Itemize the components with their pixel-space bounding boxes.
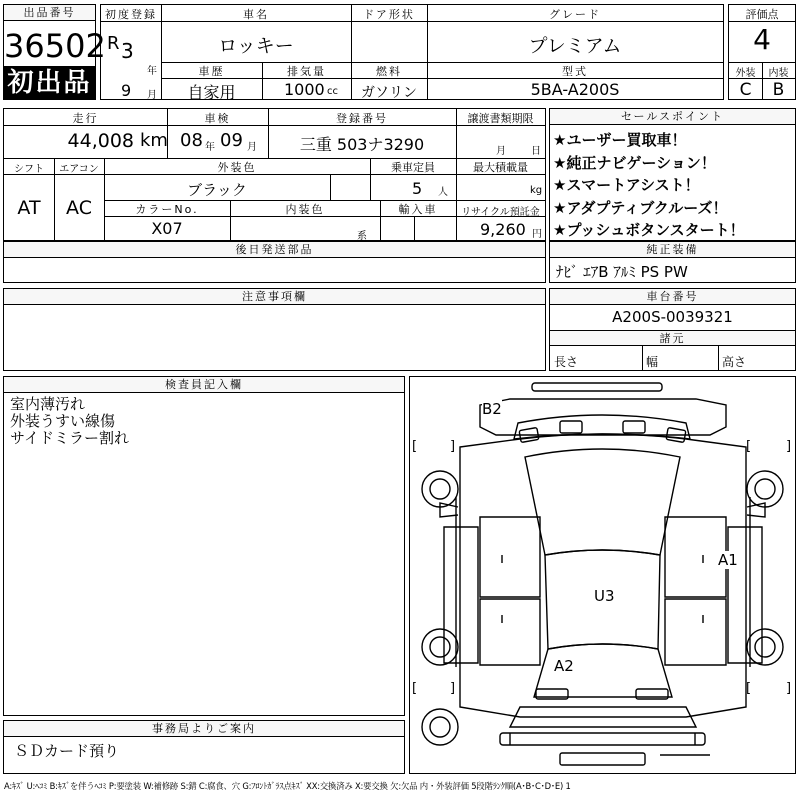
dims-width: 幅 bbox=[646, 355, 659, 369]
sales-box bbox=[549, 108, 796, 241]
max-load-unit: kg bbox=[530, 185, 543, 196]
bracket: ] bbox=[450, 681, 456, 696]
mileage-label: 走行 bbox=[72, 112, 99, 125]
sales-list bbox=[553, 129, 795, 242]
model-label: 型式 bbox=[562, 65, 588, 78]
fuel-value: ガソリン bbox=[361, 85, 417, 101]
notes-label: 注意事項欄 bbox=[4, 289, 545, 305]
dims-height: 高さ bbox=[722, 355, 747, 369]
capacity-value: 5 bbox=[412, 179, 423, 198]
later-parts-box bbox=[3, 241, 546, 283]
bracket: ] bbox=[450, 439, 456, 454]
transfer-day-unit: 日 bbox=[531, 146, 541, 157]
car-diagram-svg bbox=[410, 377, 795, 773]
damage-mark-u3: U3 bbox=[594, 587, 615, 605]
chassis-value: A200S-0039321 bbox=[612, 308, 733, 326]
interior-color-label: 内装色 bbox=[285, 203, 325, 216]
chassis-box bbox=[549, 288, 796, 371]
car-name-label: 車名 bbox=[243, 8, 269, 21]
inspector-label: 検査員記入欄 bbox=[4, 377, 404, 393]
mileage-value: 44,008 bbox=[67, 130, 134, 152]
inspector-line: 外装うすい線傷 bbox=[10, 412, 116, 430]
grade-value: プレミアム bbox=[528, 35, 622, 57]
bracket: [ bbox=[412, 439, 418, 454]
first-listing-badge: 初出品 bbox=[3, 66, 96, 100]
exterior-color-value: ブラック bbox=[187, 181, 247, 199]
lot-number: 36502 bbox=[4, 27, 106, 65]
bracket: [ bbox=[412, 681, 418, 696]
genuine-box bbox=[549, 241, 796, 283]
capacity-label: 乗車定員 bbox=[391, 161, 435, 174]
damage-mark-a1: A1 bbox=[718, 551, 738, 569]
exterior-color-label: 外装色 bbox=[217, 161, 257, 174]
model-value: 5BA-A200S bbox=[530, 80, 620, 99]
first-reg-year-unit: 年 bbox=[147, 66, 157, 77]
bracket: [ bbox=[746, 681, 752, 696]
office-label: 事務局よりご案内 bbox=[4, 721, 404, 737]
inspection-year-unit: 年 bbox=[205, 142, 215, 153]
sales-item: ★スマートアシスト！ bbox=[553, 176, 700, 194]
score-label: 評価点 bbox=[745, 8, 779, 21]
shift-value: AT bbox=[17, 197, 41, 219]
inspector-notes bbox=[10, 396, 129, 447]
bracket: ] bbox=[786, 681, 792, 696]
color-no-value: X07 bbox=[151, 219, 183, 238]
recycle-unit: 円 bbox=[532, 229, 542, 240]
sales-label: セールスポイント bbox=[550, 109, 795, 125]
genuine-value: ﾅﾋﾞ ｴｱB ｱﾙﾐ PS PW bbox=[556, 263, 688, 281]
sales-item: ★純正ナビゲーション！ bbox=[553, 153, 716, 172]
shift-label: シフト bbox=[14, 164, 44, 175]
recycle-value: 9,260 bbox=[480, 220, 526, 239]
dims-length: 長さ bbox=[554, 355, 579, 369]
sales-item: ★ユーザー買取車！ bbox=[553, 131, 687, 149]
first-reg-era: R bbox=[107, 33, 120, 54]
later-parts-label: 後日発送部品 bbox=[4, 242, 545, 258]
color-no-label: カラーNo. bbox=[135, 203, 199, 216]
main-top-box bbox=[100, 4, 724, 100]
import-label: 輸入車 bbox=[398, 203, 438, 216]
int-score-value: B bbox=[772, 80, 785, 100]
inspection-label: 車検 bbox=[204, 112, 231, 125]
first-reg-label: 初度登録 bbox=[105, 8, 157, 21]
inspection-month: 09 bbox=[220, 130, 243, 151]
detail-box bbox=[3, 108, 546, 241]
notes-box bbox=[3, 288, 546, 371]
car-name-value: ロッキー bbox=[218, 35, 294, 57]
damage-diagram bbox=[409, 376, 796, 774]
transfer-label: 譲渡書類期限 bbox=[467, 112, 534, 125]
legend-text: A:ｷｽﾞ U:ﾍｺﾐ B:ｷｽﾞを伴うﾍｺﾐ P:要塗装 W:補修跡 S:錆 C:腐食、穴 G:ﾌﾛﾝﾄｶﾞﾗｽ点ｷｽﾞ XX:交換済み X:要交換 欠:欠品 内・外装評価 5段階ﾗﾝｸ順(A･B･C･D･E) 1 bbox=[4, 781, 571, 791]
ac-label: エアコン bbox=[59, 164, 99, 175]
sales-item: ★アダプティブクルーズ！ bbox=[553, 198, 728, 217]
history-label: 車歴 bbox=[198, 65, 225, 78]
displacement-value: 1000 bbox=[284, 80, 325, 99]
dims-label: 諸元 bbox=[550, 330, 795, 346]
interior-color-unit: 系 bbox=[357, 231, 367, 242]
displacement-label: 排気量 bbox=[287, 65, 326, 78]
reg-no-label: 登録番号 bbox=[336, 112, 388, 125]
inspector-line: 室内薄汚れ bbox=[10, 395, 86, 413]
bracket: ] bbox=[786, 439, 792, 454]
first-reg-month: 9 bbox=[121, 81, 132, 100]
damage-mark-b2: B2 bbox=[482, 400, 502, 418]
genuine-label: 純正装備 bbox=[550, 242, 795, 258]
sales-item: ★プッシュボタンスタート！ bbox=[553, 221, 745, 239]
bracket: [ bbox=[746, 439, 752, 454]
fuel-label: 燃料 bbox=[376, 65, 402, 78]
ext-score-label: 外装 bbox=[735, 68, 756, 79]
max-load-label: 最大積載量 bbox=[473, 161, 528, 174]
history-value: 自家用 bbox=[187, 83, 236, 102]
office-value: ＳＤカード預り bbox=[14, 742, 120, 760]
reg-no-value: 三重 503ナ3290 bbox=[299, 135, 425, 154]
lot-label: 出品番号 bbox=[4, 5, 95, 21]
office-box bbox=[3, 720, 405, 774]
first-reg-month-unit: 月 bbox=[147, 90, 157, 101]
ac-value: AC bbox=[66, 197, 92, 219]
grade-label: グレード bbox=[549, 8, 601, 21]
capacity-unit: 人 bbox=[438, 187, 448, 198]
score-value: 4 bbox=[753, 23, 771, 56]
recycle-label: リサイクル預託金 bbox=[461, 207, 540, 218]
int-score-label: 内装 bbox=[768, 68, 789, 79]
displacement-unit: cc bbox=[327, 86, 338, 97]
chassis-label: 車台番号 bbox=[550, 289, 795, 305]
damage-mark-a2: A2 bbox=[554, 657, 574, 675]
inspector-line: サイドミラー割れ bbox=[10, 429, 129, 447]
inspection-month-unit: 月 bbox=[247, 142, 257, 153]
ext-score-value: C bbox=[739, 80, 752, 100]
score-box bbox=[728, 4, 796, 100]
transfer-month-unit: 月 bbox=[496, 146, 506, 157]
inspection-year: 08 bbox=[180, 130, 203, 151]
first-reg-year: 3 bbox=[121, 39, 134, 63]
inspector-box bbox=[3, 376, 405, 716]
door-label: ドア形状 bbox=[363, 8, 415, 21]
mileage-unit: km bbox=[140, 130, 168, 151]
